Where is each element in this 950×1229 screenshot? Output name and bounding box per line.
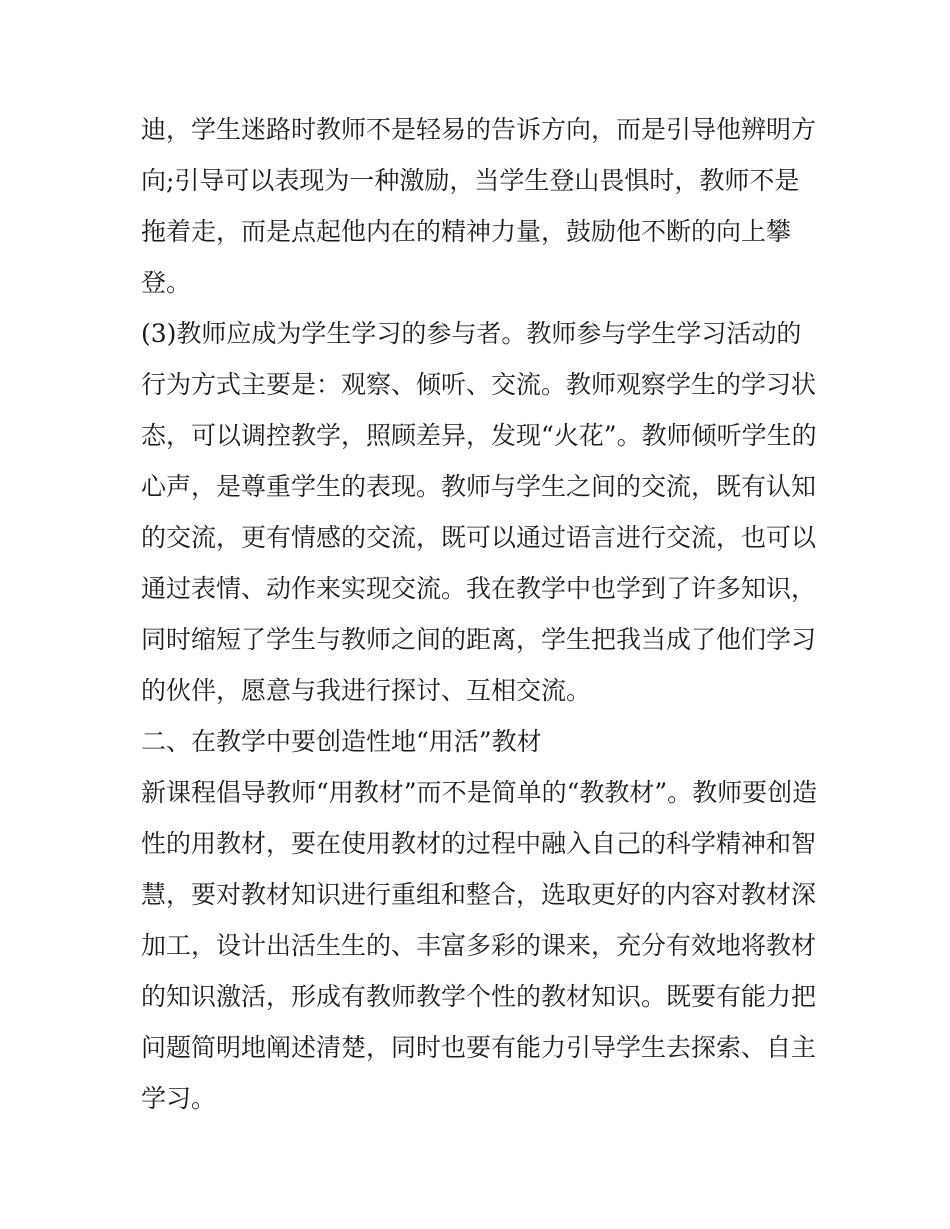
text-line: 学习。: [141, 1084, 217, 1113]
text-line: 行为方式主要是：观察、倾听、交流。教师观察学生的学习状: [141, 370, 817, 399]
body-text: [141, 104, 818, 1124]
text-line: 向;引导可以表现为一种激励，当学生登山畏惧时，教师不是: [141, 166, 800, 195]
text-line: 同时缩短了学生与教师之间的距离，学生把我当成了他们学习: [141, 625, 817, 654]
text-line: 的知识激活，形成有教师教学个性的教材知识。既要有能力把: [141, 982, 817, 1011]
text-line: 迪，学生迷路时教师不是轻易的告诉方向，而是引导他辨明方: [141, 115, 817, 144]
text-line: 加工，设计出活生生的、丰富多彩的课来，充分有效地将教材: [141, 931, 817, 960]
text-line: 通过表情、动作来实现交流。我在教学中也学到了许多知识，: [141, 574, 817, 603]
text-line: 的交流，更有情感的交流，既可以通过语言进行交流，也可以: [141, 523, 817, 552]
text-line: 性的用教材，要在使用教材的过程中融入自己的科学精神和智: [141, 829, 817, 858]
text-line: 拖着走，而是点起他内在的精神力量，鼓励他不断的向上攀: [141, 217, 792, 246]
text-line: (3)教师应成为学生学习的参与者。教师参与学生学习活动的: [141, 319, 802, 348]
text-line: 心声，是尊重学生的表现。教师与学生之间的交流，既有认知: [141, 472, 817, 501]
text-line: 新课程倡导教师“用教材”而不是简单的“教教材”。教师要创造: [141, 778, 818, 807]
text-line: 态，可以调控教学，照顾差异，发现“火花”。教师倾听学生的: [141, 421, 817, 450]
text-line: 慧，要对教材知识进行重组和整合，选取更好的内容对教材深: [141, 880, 817, 909]
text-line: 登。: [141, 268, 192, 297]
section-heading: 二、在教学中要创造性地“用活”教材: [141, 727, 542, 756]
text-line: 的伙伴，愿意与我进行探讨、互相交流。: [141, 676, 592, 705]
text-line: 问题简明地阐述清楚，同时也要有能力引导学生去探索、自主: [141, 1033, 817, 1062]
